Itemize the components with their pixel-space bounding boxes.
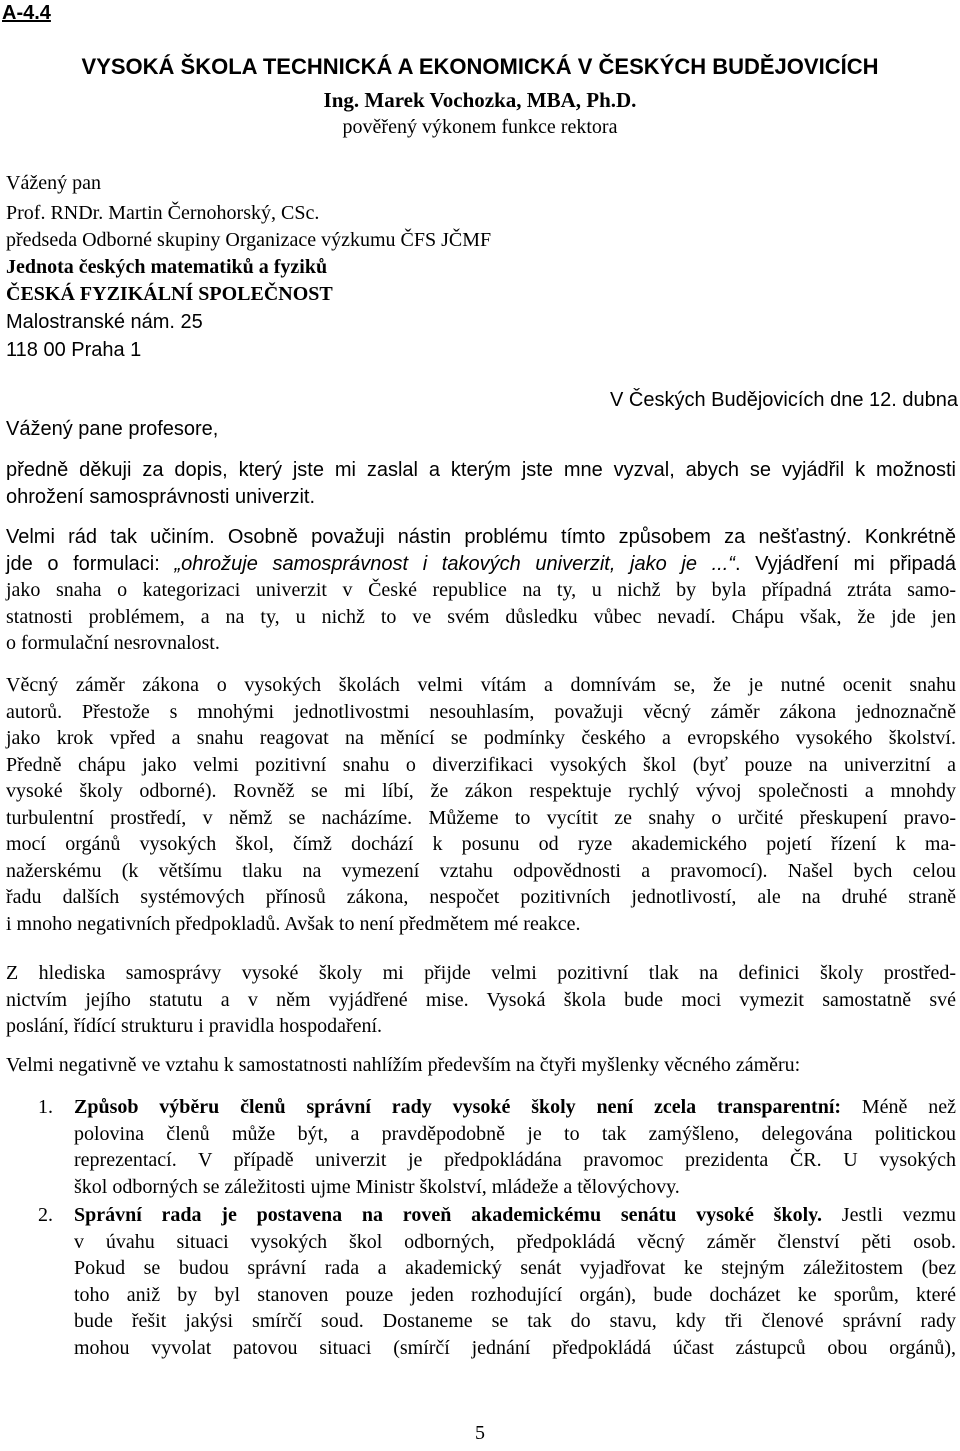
address-line-7: 118 00 Praha 1	[6, 339, 142, 361]
paragraph-3	[6, 672, 956, 937]
p4-line-2: nictvím jejího statutu a v něm vyjádřené mise. Vysoká škola bude moci vymezit samostatně své	[6, 988, 956, 1011]
place-date: V Českých Budějovicích dne 12. dubna	[610, 389, 958, 411]
address-line-5: ČESKÁ FYZIKÁLNÍ SPOLEČNOST	[6, 283, 333, 305]
paragraph-4	[6, 960, 956, 1040]
paragraph-2	[6, 524, 956, 657]
list-item-1-line-4: škol odborných se záležitosti ujme Ministr školství, mládeže a tělovýchovy.	[74, 1175, 680, 1198]
p3-line-1: Věcný záměr zákona o vysokých školách velmi vítám a domnívám se, že je nutné ocenit snahu	[6, 674, 956, 696]
p3-line-7: mocí orgánů vysokých škol, čímž dochází k posunu od ryze akademického pojetí řízení k ma-	[6, 833, 956, 855]
list-item-1-line-3: reprezentací. V případě univerzit je předpokládána pravomoc prezidenta ČR. U vysokých	[74, 1149, 956, 1171]
p4-line-3: poslání, řídící strukturu i pravidla hospodaření.	[6, 1015, 383, 1037]
p1-line-2: ohrožení samosprávnosti univerzit.	[6, 485, 316, 508]
list-item-2-line-1-rest: Jestli vezmu	[822, 1204, 956, 1226]
paragraph-1	[6, 457, 956, 510]
p2-line-2-start: jde o formulaci:	[6, 552, 175, 575]
p3-line-5: vysoké školy odborné). Rovněž se mi líbí, že zákon respektuje rychlý vývoj společnosti a mnohdy	[6, 780, 956, 802]
p2-line-4: statnosti problémem, a na ty, u nichž to ve svém důsledku vůbec nevadí. Chápu však, že jde jen	[6, 605, 956, 628]
salutation: Vážený pane profesore,	[6, 418, 219, 440]
sender-role: pověřený výkonem funkce rektora	[342, 116, 618, 138]
list-item-2-number: 2.	[38, 1204, 53, 1226]
p2-line-2-end: . Vyjádření mi připadá	[734, 552, 956, 575]
p2-line-2	[6, 551, 956, 578]
p1-line-1: předně děkuji za dopis, který jste mi zaslal a kterým jste mne vyzval, abych se vyjádřil k možnosti	[6, 459, 956, 481]
p3-line-10: i mnoho negativních předpokladů. Avšak to není předmětem mé reakce.	[6, 912, 581, 935]
p4-line-1: Z hlediska samosprávy vysoké školy mi přijde velmi pozitivní tlak na definici školy prostřed-	[6, 962, 956, 984]
sender-name: Ing. Marek Vochozka, MBA, Ph.D.	[323, 88, 637, 112]
address-line-6: Malostranské nám. 25	[6, 311, 203, 333]
document-code: A-4.4	[2, 2, 51, 24]
paragraph-5	[6, 1052, 956, 1079]
p2-line-1: Velmi rád tak učiním. Osobně považuji nástin problému tímto způsobem za nešťastný. Konkrétně	[6, 526, 956, 548]
p2-quote: „ohrožuje samosprávnost i takových univerzit, jako je ...“	[174, 552, 735, 575]
p2-line-3: jako snaha o kategorizaci univerzit v České republice na ty, u nichž by byla případná ztráta samo-	[6, 579, 956, 601]
address-line-1: Vážený pan	[6, 172, 101, 194]
p3-line-8: nažerskému (k většímu tlaku na vymezení vztahu odpovědnosti a pravomocí). Našel bych celou	[6, 859, 956, 882]
list-item-1-line-2: polovina členů může být, a pravděpodobně je to tak zamýšleno, delegována politickou	[74, 1122, 956, 1145]
list-item-2-line-2: v úvahu situaci vysokých škol odborných, předpokládá věcný záměr členství pěti osob.	[74, 1230, 956, 1253]
list-item-2-line-5: bude řešit jakýsi smírčí soud. Dostaneme se tak do stavu, kdy tři členové správní rady	[74, 1310, 956, 1332]
list-item-1-heading: Způsob výběru členů správní rady vysoké školy není zcela transparentní:	[74, 1096, 842, 1118]
p3-line-9: řadu dalších systémových přínosů zákona, nespočet pozitivních jednotlivostí, ale na druhé straně	[6, 886, 956, 908]
list-item-2	[6, 1202, 956, 1361]
list-item-1-line-1-rest: Méně než	[841, 1096, 956, 1118]
page-number: 5	[475, 1422, 485, 1444]
list-item-1	[6, 1094, 956, 1200]
list-item-2-line-1	[74, 1202, 956, 1229]
objections-list	[6, 1094, 956, 1363]
list-item-2-heading: Správní rada je postavena na roveň akademickému senátu vysoké školy.	[74, 1204, 823, 1226]
p2-line-5: o formulační nesrovnalost.	[6, 632, 220, 654]
p3-line-4: Předně chápu jako velmi pozitivní snahu o diverzifikaci vysokých škol (byť pouze na univerzitní a	[6, 753, 956, 776]
list-item-2-line-3: Pokud se budou správní rada a akademický senát vyjadřovat ke stejným záležitostem (bez	[74, 1257, 956, 1279]
list-item-2-line-6: mohou vyvolat patovou situaci (smírčí jednání předpokládá účast zástupců obou orgánů),	[74, 1336, 956, 1359]
address-line-4: Jednota českých matematiků a fyziků	[6, 256, 328, 278]
address-line-3: předseda Odborné skupiny Organizace výzkumu ČFS JČMF	[6, 229, 492, 251]
p5-line-1: Velmi negativně ve vztahu k samostatnosti nahlížím především na čtyři myšlenky věcného záměru:	[6, 1054, 801, 1076]
list-item-2-line-4: toho aniž by byl stanoven pouze jeden rozhodující orgán), bude docházet ke sporům, které	[74, 1283, 956, 1306]
p3-line-3: jako krok vpřed a snahu reagovat na měnící se podmínky českého a evropského vysokého školství.	[6, 727, 956, 749]
p3-line-2: autorů. Přestože s mnohými jednotlivostmi nesouhlasím, považuji věcný záměr zákona jednoznačně	[6, 700, 956, 723]
university-heading: VYSOKÁ ŠKOLA TECHNICKÁ A EKONOMICKÁ V ČESKÝCH BUDĚJOVICÍCH	[81, 54, 879, 79]
p3-line-6: turbulentní prostředí, v němž se nacházíme. Můžeme to vycítit ze snahy o určité přeskupení pravo-	[6, 806, 956, 829]
list-item-1-line-1	[74, 1094, 956, 1121]
list-item-1-number: 1.	[38, 1096, 53, 1118]
address-line-2: Prof. RNDr. Martin Černohorský, CSc.	[6, 202, 320, 224]
